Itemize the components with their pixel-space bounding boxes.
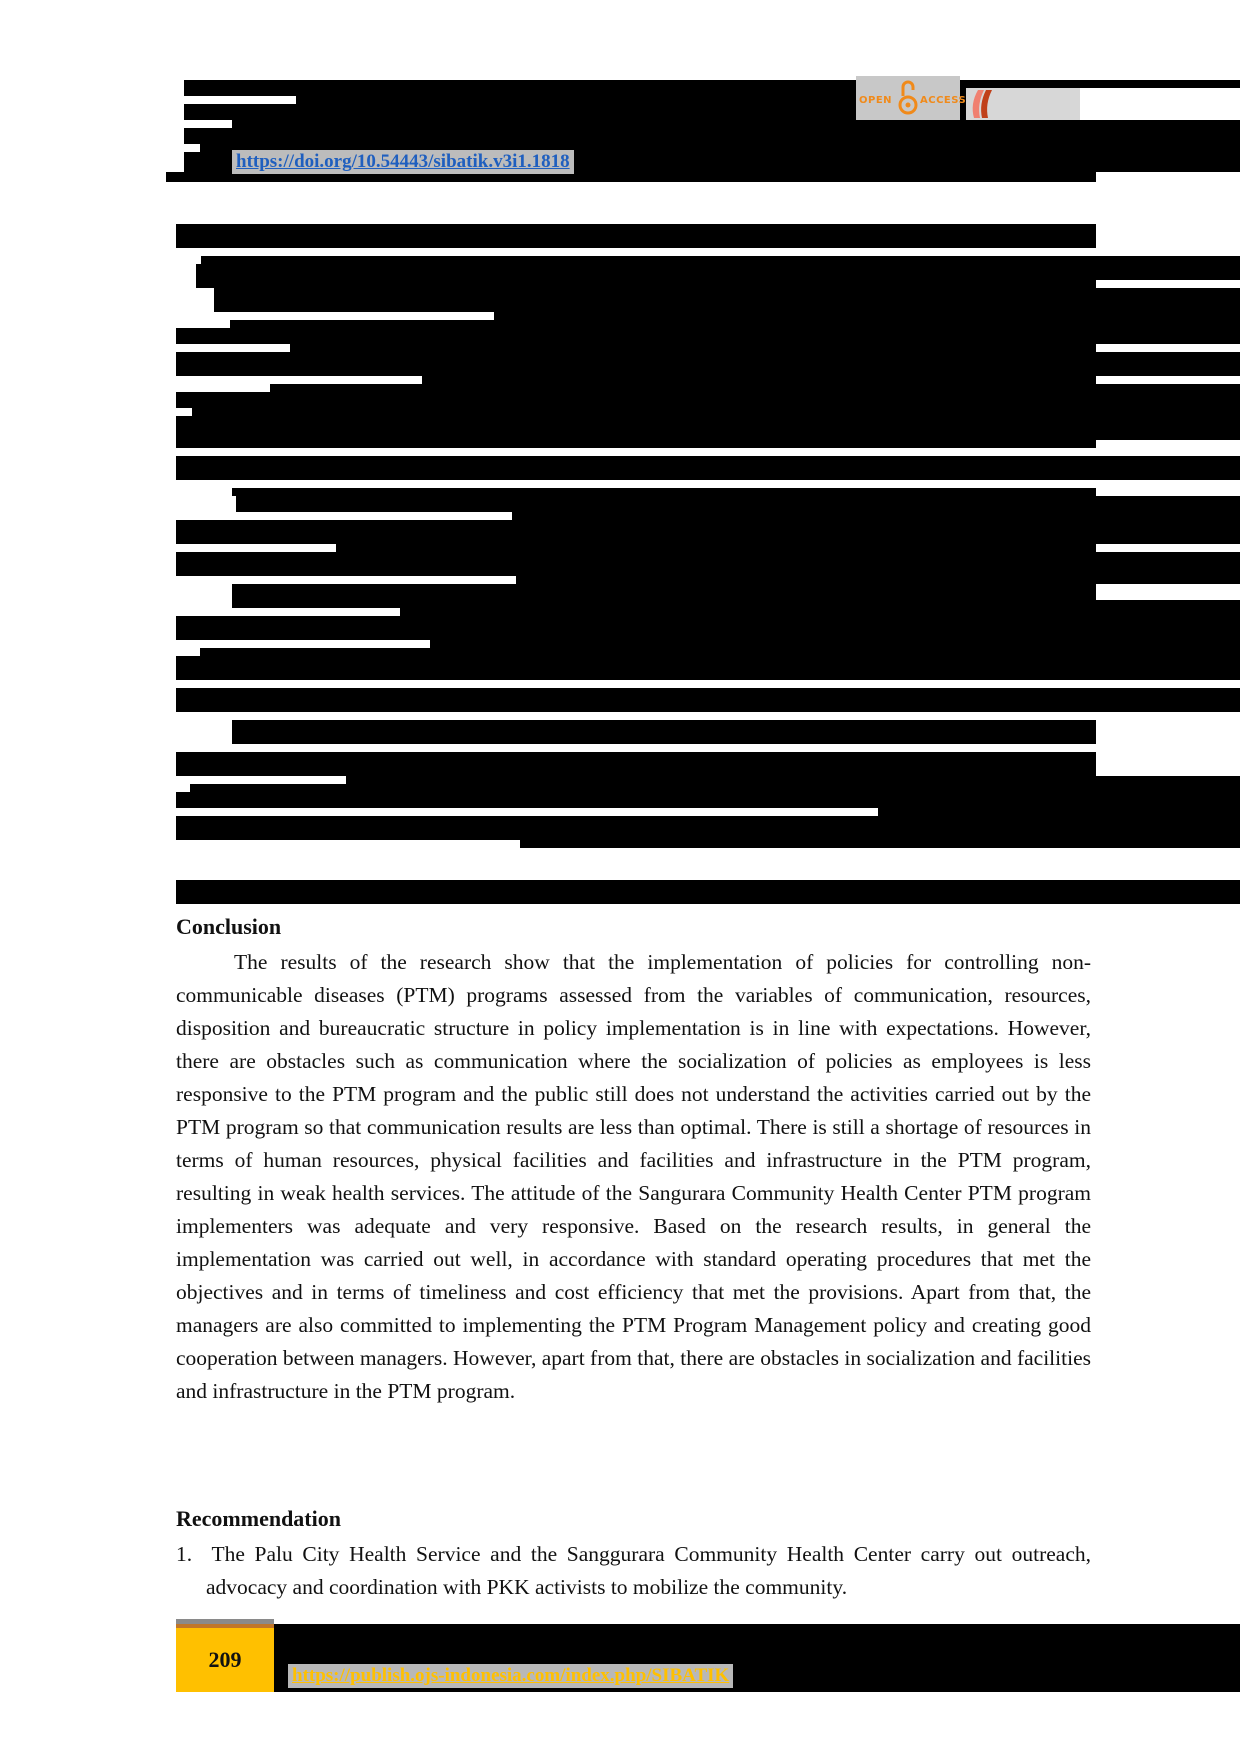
redaction-block	[176, 352, 1240, 376]
redaction-block	[232, 488, 1096, 496]
recommendation-heading: Recommendation	[176, 1506, 341, 1531]
redaction-block	[176, 752, 1096, 776]
redaction-block	[176, 880, 1240, 904]
journal-mark-icon	[968, 88, 998, 120]
redaction-block	[176, 688, 1240, 712]
redaction-block	[176, 456, 1240, 480]
redaction-block	[214, 288, 1240, 312]
open-lock-icon	[898, 78, 918, 116]
redaction-block	[430, 640, 1240, 648]
redaction-block	[270, 384, 1240, 392]
redaction-header-gap	[184, 144, 200, 152]
redaction-block	[1096, 808, 1240, 816]
redaction-block	[336, 544, 1096, 552]
redaction-block	[176, 552, 1240, 576]
redaction-block	[176, 520, 1240, 544]
open-access-right-word: ACCESS	[920, 95, 967, 106]
redaction-block	[176, 656, 1096, 680]
journal-url-link[interactable]: https://publish.ojs-indonesia.com/index.php/SIBATIK	[288, 1664, 733, 1688]
redaction-block	[176, 328, 1240, 344]
redaction-block	[176, 816, 1240, 840]
redaction-header-right-gap2	[1096, 175, 1240, 185]
redaction-block	[1096, 776, 1240, 784]
recommendation-item	[176, 1538, 1091, 1604]
open-access-logo	[856, 76, 967, 120]
redaction-header-right-gap	[1080, 88, 1240, 120]
redaction-block	[196, 264, 1096, 288]
redaction-block	[176, 224, 1096, 248]
redaction-block	[878, 808, 1096, 816]
redaction-block	[176, 792, 1240, 808]
redaction-header-gap	[184, 120, 232, 128]
redaction-block	[516, 576, 1240, 584]
redaction-block	[190, 784, 1240, 792]
conclusion-paragraph: The results of the research show that the implementation of policies for controlling non-communicable diseases (PTM) programs assessed from the variables of communication, resources, disposition and bureaucratic structure in policy implementation is in line with expectations. However, there are obstacles such as communication where the socialization of policies as employees is less responsive to the PTM program and the public still does not understand the activities carried out by the PTM program so that communication results are less than optimal. There is still a shortage of resources in terms of human resources, physical facilities and facilities and infrastructure in the PTM program, resulting in weak health services. The attitude of the Sangurara Community Health Center PTM program implementers was adequate and very responsive. Based on the research results, in general the implementation was carried out well, in accordance with standard operating procedures that met the objectives and in terms of timeliness and cost efficiency that met the provisions. Apart from that, the managers are also committed to implementing the PTM Program Management policy and creating good cooperation between managers. However, apart from that, there are obstacles in socialization and facilities and infrastructure in the PTM program.	[176, 950, 1091, 1403]
conclusion-section	[176, 912, 1091, 1408]
redaction-block	[1096, 656, 1240, 680]
redaction-block	[422, 376, 1096, 384]
recommendation-item-number: 1.	[176, 1542, 193, 1566]
redaction-block	[520, 840, 1240, 848]
redaction-block	[290, 344, 1096, 352]
recommendation-item-text: The Palu City Health Service and the Sanggurara Community Health Center carry out outreach, advocacy and coordination with PKK activists to mobilize the community.	[206, 1542, 1091, 1599]
redaction-header-gap	[184, 96, 296, 104]
doi-link[interactable]: https://doi.org/10.54443/sibatik.v3i1.1818	[232, 150, 574, 174]
redaction-block	[200, 648, 1240, 656]
redaction-block	[192, 408, 1240, 416]
redaction-block	[346, 776, 1096, 784]
recommendation-section	[176, 1504, 1091, 1604]
redaction-block	[232, 720, 1096, 744]
redaction-block	[230, 320, 1240, 328]
open-access-left-word: OPEN	[859, 95, 893, 106]
page-number: 209	[176, 1624, 274, 1692]
conclusion-heading: Conclusion	[176, 914, 282, 939]
redaction-block	[176, 616, 1240, 640]
redaction-block	[1096, 600, 1240, 608]
redaction-block	[400, 608, 1240, 616]
journal-logo	[966, 88, 1080, 120]
redaction-block	[494, 312, 1240, 320]
redaction-block	[232, 584, 1096, 608]
redaction-block	[236, 496, 1240, 512]
redaction-block	[176, 440, 1096, 448]
redaction-block	[176, 392, 1240, 408]
redaction-block	[176, 416, 1240, 440]
redaction-block	[512, 512, 1240, 520]
